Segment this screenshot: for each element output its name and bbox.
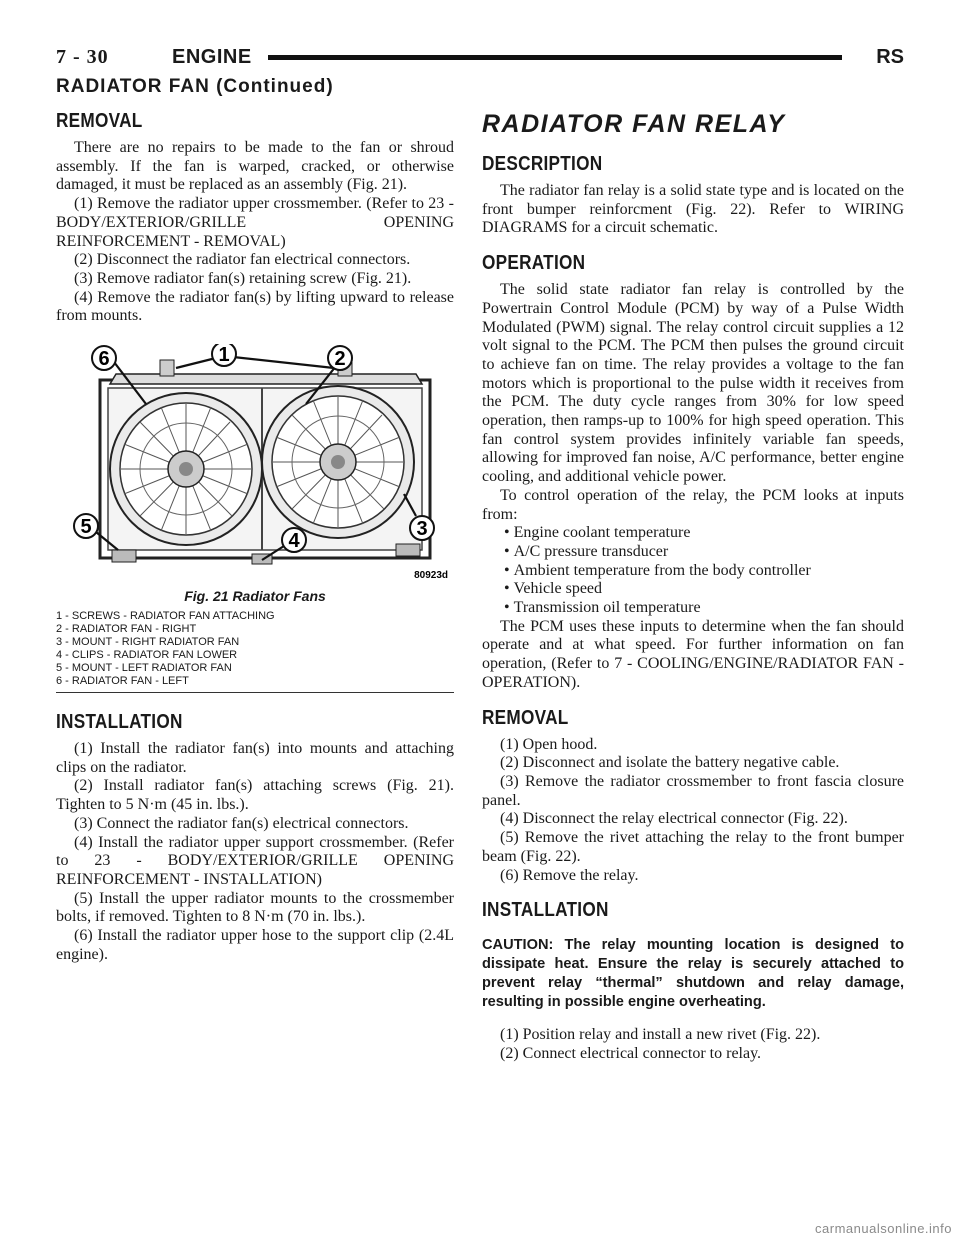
list-item: • A/C pressure transducer: [504, 543, 904, 562]
installation-heading: INSTALLATION: [56, 711, 183, 734]
installation-step: (5) Install the upper radiator mounts to the crossmember bolts, if removed. Tighten to 8 N·m (70 in. lbs.).: [56, 889, 454, 926]
model-code: RS: [876, 46, 904, 68]
removal-heading: REMOVAL: [56, 110, 143, 132]
description-section: [482, 153, 904, 238]
list-item: • Transmission oil temperature: [504, 599, 904, 618]
caution-note: CAUTION: The relay mounting location is designed to dissipate heat. Ensure the relay is securely attached to prevent relay “thermal” shutdown and relay damage, resulting in possible engine overheating.: [482, 937, 904, 1011]
removal-section: [56, 110, 454, 326]
operation-section: [482, 252, 904, 692]
right-column: [482, 110, 904, 1078]
operation-closing: The PCM uses these inputs to determine when the fan should operate and at what speed. For further information on fan operation, (Refer to 7 - COOLING/ENGINE/RADIATOR FAN - OPERATION).: [482, 617, 904, 691]
installation-step: (6) Install the radiator upper hose to the support clip (2.4L engine).: [56, 927, 454, 963]
callout-3: 3: [416, 518, 428, 541]
legend-item: 2 - RADIATOR FAN - RIGHT: [56, 623, 197, 636]
callout-4: 4: [288, 530, 300, 553]
callout-2: 2: [334, 348, 346, 371]
page-number: 7 - 30: [56, 46, 109, 68]
page-header: [56, 34, 904, 74]
upper-crossmember: [110, 374, 422, 384]
removal-step: (4) Remove the radiator fan(s) by lifting upward to release from mounts.: [56, 288, 454, 325]
relay-installation-heading: INSTALLATION: [482, 899, 609, 922]
relay-installation-step: (1) Position relay and install a new rivet (Fig. 22).: [500, 1026, 821, 1044]
legend-item: 1 - SCREWS - RADIATOR FAN ATTACHING: [56, 610, 275, 623]
legend-item: 5 - MOUNT - LEFT RADIATOR FAN: [56, 662, 232, 675]
pcm-inputs-list: [482, 524, 904, 618]
relay-removal-heading: REMOVAL: [482, 706, 569, 729]
relay-removal-step: (2) Disconnect and isolate the battery negative cable.: [500, 754, 840, 772]
operation-heading: OPERATION: [482, 252, 586, 275]
section-name: ENGINE: [172, 46, 252, 68]
radiator-fans-figure: [56, 344, 454, 584]
continued-heading: RADIATOR FAN (Continued): [56, 76, 334, 97]
relay-removal-section: [482, 707, 904, 886]
legend-item: 4 - CLIPS - RADIATOR FAN LOWER: [56, 649, 238, 662]
figure-caption: Fig. 21 Radiator Fans: [184, 588, 326, 605]
description-text: The radiator fan relay is a solid state type and is located on the front bumper reinforcment (Fig. 22). Refer to WIRING DIAGRAMS for a circuit schematic.: [482, 182, 904, 237]
installation-section: [56, 711, 454, 964]
callout-1: 1: [218, 344, 230, 367]
removal-step: (3) Remove radiator fan(s) retaining screw (Fig. 21).: [74, 269, 412, 287]
relay-installation-section: [482, 899, 904, 1063]
list-item: • Engine coolant temperature: [504, 524, 904, 543]
radiator-fans-illustration: [56, 344, 454, 584]
legend-item: 6 - RADIATOR FAN - LEFT: [56, 675, 189, 688]
description-heading: DESCRIPTION: [482, 153, 603, 175]
relay-removal-step: (5) Remove the rivet attaching the relay to the front bumper beam (Fig. 22).: [482, 829, 904, 865]
installation-step: (2) Install radiator fan(s) attaching screws (Fig. 21). Tighten to 5 N·m (45 in. lbs.).: [56, 777, 454, 814]
left-column: [56, 110, 454, 978]
figure-legend: [56, 610, 454, 688]
legend-item: 3 - MOUNT - RIGHT RADIATOR FAN: [56, 636, 240, 649]
figure-divider: [56, 692, 454, 693]
operation-text: The solid state radiator fan relay is controlled by the Powertrain Control Module (PCM) by way of a Pulse Width Modulated (PWM) signal. The relay control circuit supplies a 12 volt signal to the PCM. The PCM then pulses the ground circuit to achieve fan on time. The relay provides a voltage to the fan motors which is proportional to the pulse width it receives from the PCM. The duty cycle ranges from 30% for low speed operation, then ramps-up to 100% for high speed operation. This fan control system provides infinitely variable fan speeds, allowing for improved fan noise, A/C performance, better engine cooling, and additional vehicle power.: [482, 281, 904, 486]
callout-5: 5: [80, 516, 92, 539]
watermark: carmanualsonline.info: [815, 1221, 952, 1236]
figure-image-code: 80923d: [414, 570, 448, 582]
installation-step: (4) Install the radiator upper support crossmember. (Refer to 23 - BODY/EXTERIOR/GRILLE OPENING REINFORCEMENT - INSTALLATION): [56, 833, 454, 888]
installation-step: (1) Install the radiator fan(s) into mounts and attaching clips on the radiator.: [56, 740, 454, 776]
right-mount: [396, 544, 420, 556]
installation-step: (3) Connect the radiator fan(s) electrical connectors.: [74, 814, 409, 832]
left-mount: [112, 550, 136, 562]
removal-step: (1) Remove the radiator upper crossmember. (Refer to 23 - BODY/EXTERIOR/GRILLE OPENING REINFORCEMENT - REMOVAL): [56, 195, 454, 250]
connector-left: [160, 360, 174, 376]
header-rule: [268, 55, 842, 60]
relay-section-title: RADIATOR FAN RELAY: [482, 110, 786, 138]
list-item: • Ambient temperature from the body controller: [504, 562, 904, 581]
removal-intro: There are no repairs to be made to the fan or shroud assembly. If the fan is warped, cracked, or otherwise damaged, it must be replaced as an assembly (Fig. 21).: [56, 139, 454, 194]
callout-6: 6: [98, 348, 110, 371]
relay-removal-step: (1) Open hood.: [500, 735, 598, 753]
removal-step: (2) Disconnect the radiator fan electrical connectors.: [74, 251, 411, 269]
operation-text: To control operation of the relay, the PCM looks at inputs from:: [482, 486, 904, 523]
relay-installation-step: (2) Connect electrical connector to relay.: [500, 1044, 762, 1062]
relay-removal-step: (6) Remove the relay.: [500, 866, 639, 884]
list-item: • Vehicle speed: [504, 580, 904, 599]
relay-removal-step: (4) Disconnect the relay electrical connector (Fig. 22).: [500, 810, 848, 828]
relay-removal-step: (3) Remove the radiator crossmember to front fascia closure panel.: [482, 772, 904, 809]
